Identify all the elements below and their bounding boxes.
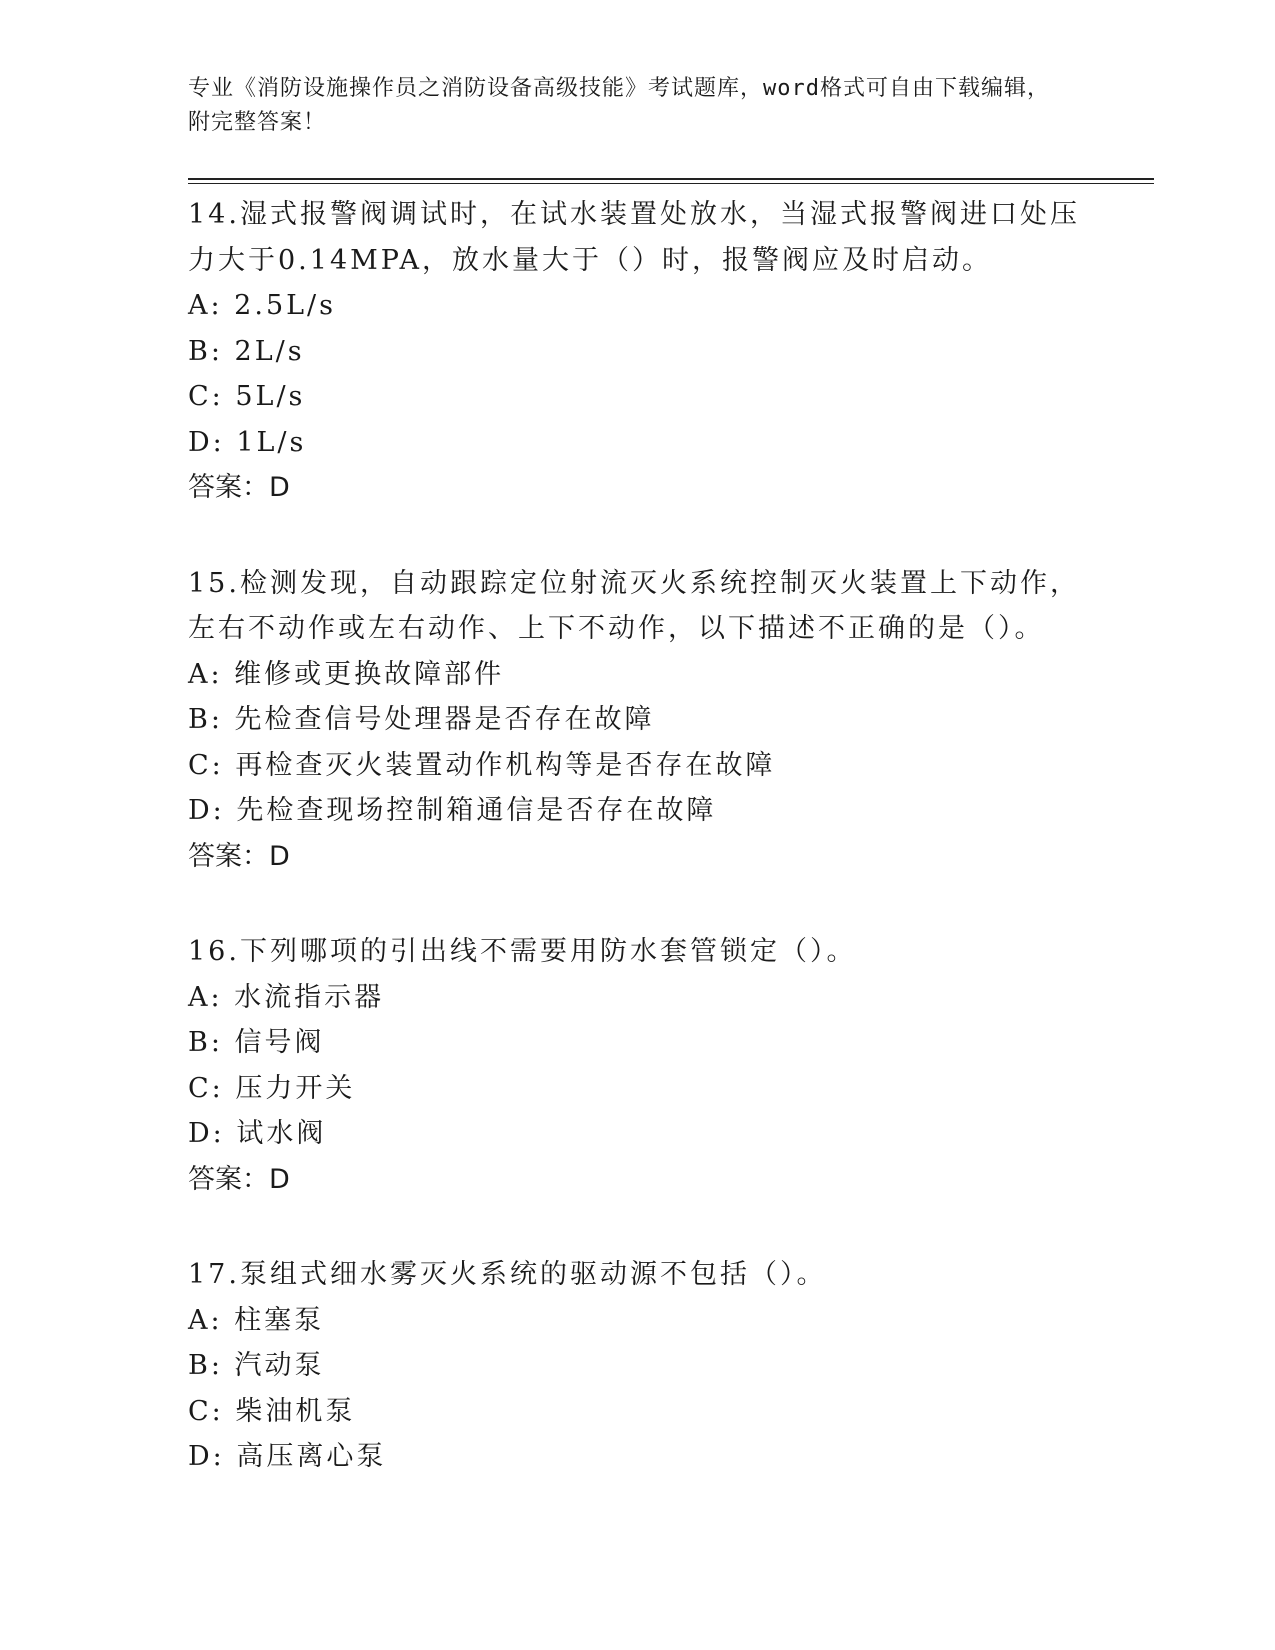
option-a: A: 2.5L/s (188, 290, 336, 321)
question-text: 16.下列哪项的引出线不需要用防水套管锁定（）。 (188, 936, 857, 967)
option-a: A: 水流指示器 (188, 981, 385, 1013)
answer: 答案：D (188, 840, 290, 872)
header-divider (188, 178, 1154, 180)
question-17 (188, 1252, 1088, 1480)
document-header: 专业《消防设施操作员之消防设备高级技能》考试题库，word格式可自由下载编辑，附完整答案！ (188, 76, 1050, 135)
answer: 答案：D (188, 1163, 290, 1195)
question-14 (188, 192, 1088, 511)
question-text: 14.湿式报警阀调试时，在试水装置处放水，当湿式报警阀进口处压力大于0.14MPA，放水量大于（）时，报警阀应及时启动。 (188, 199, 1080, 276)
option-d: D: 1L/s (188, 426, 307, 458)
option-c: C: 柴油机泵 (188, 1395, 356, 1427)
option-d: D: 高压离心泵 (188, 1441, 387, 1472)
option-a: A: 维修或更换故障部件 (188, 658, 505, 690)
option-d: D: 试水阀 (188, 1118, 327, 1149)
option-b: B: 信号阀 (188, 1027, 325, 1058)
option-a: A: 柱塞泵 (188, 1304, 325, 1336)
question-text: 17.泵组式细水雾灭火系统的驱动源不包括（）。 (188, 1259, 827, 1290)
answer: 答案：D (188, 472, 290, 503)
option-b: B: 先检查信号处理器是否存在故障 (188, 704, 655, 735)
option-b: B: 2L/s (188, 335, 305, 367)
question-15 (188, 561, 1088, 880)
option-c: C: 压力开关 (188, 1072, 356, 1104)
question-text: 15.检测发现，自动跟踪定位射流灭火系统控制灭火装置上下动作，左右不动作或左右动作、上下不动作，以下描述不正确的是（）。 (188, 567, 1080, 644)
option-d: D: 先检查现场控制箱通信是否存在故障 (188, 795, 717, 826)
option-b: B: 汽动泵 (188, 1350, 325, 1381)
question-16 (188, 929, 1088, 1202)
question-list (188, 192, 1088, 1530)
header-divider-thin (188, 183, 1154, 184)
option-c: C: 5L/s (188, 381, 306, 412)
option-c: C: 再检查灭火装置动作机构等是否存在故障 (188, 749, 776, 781)
